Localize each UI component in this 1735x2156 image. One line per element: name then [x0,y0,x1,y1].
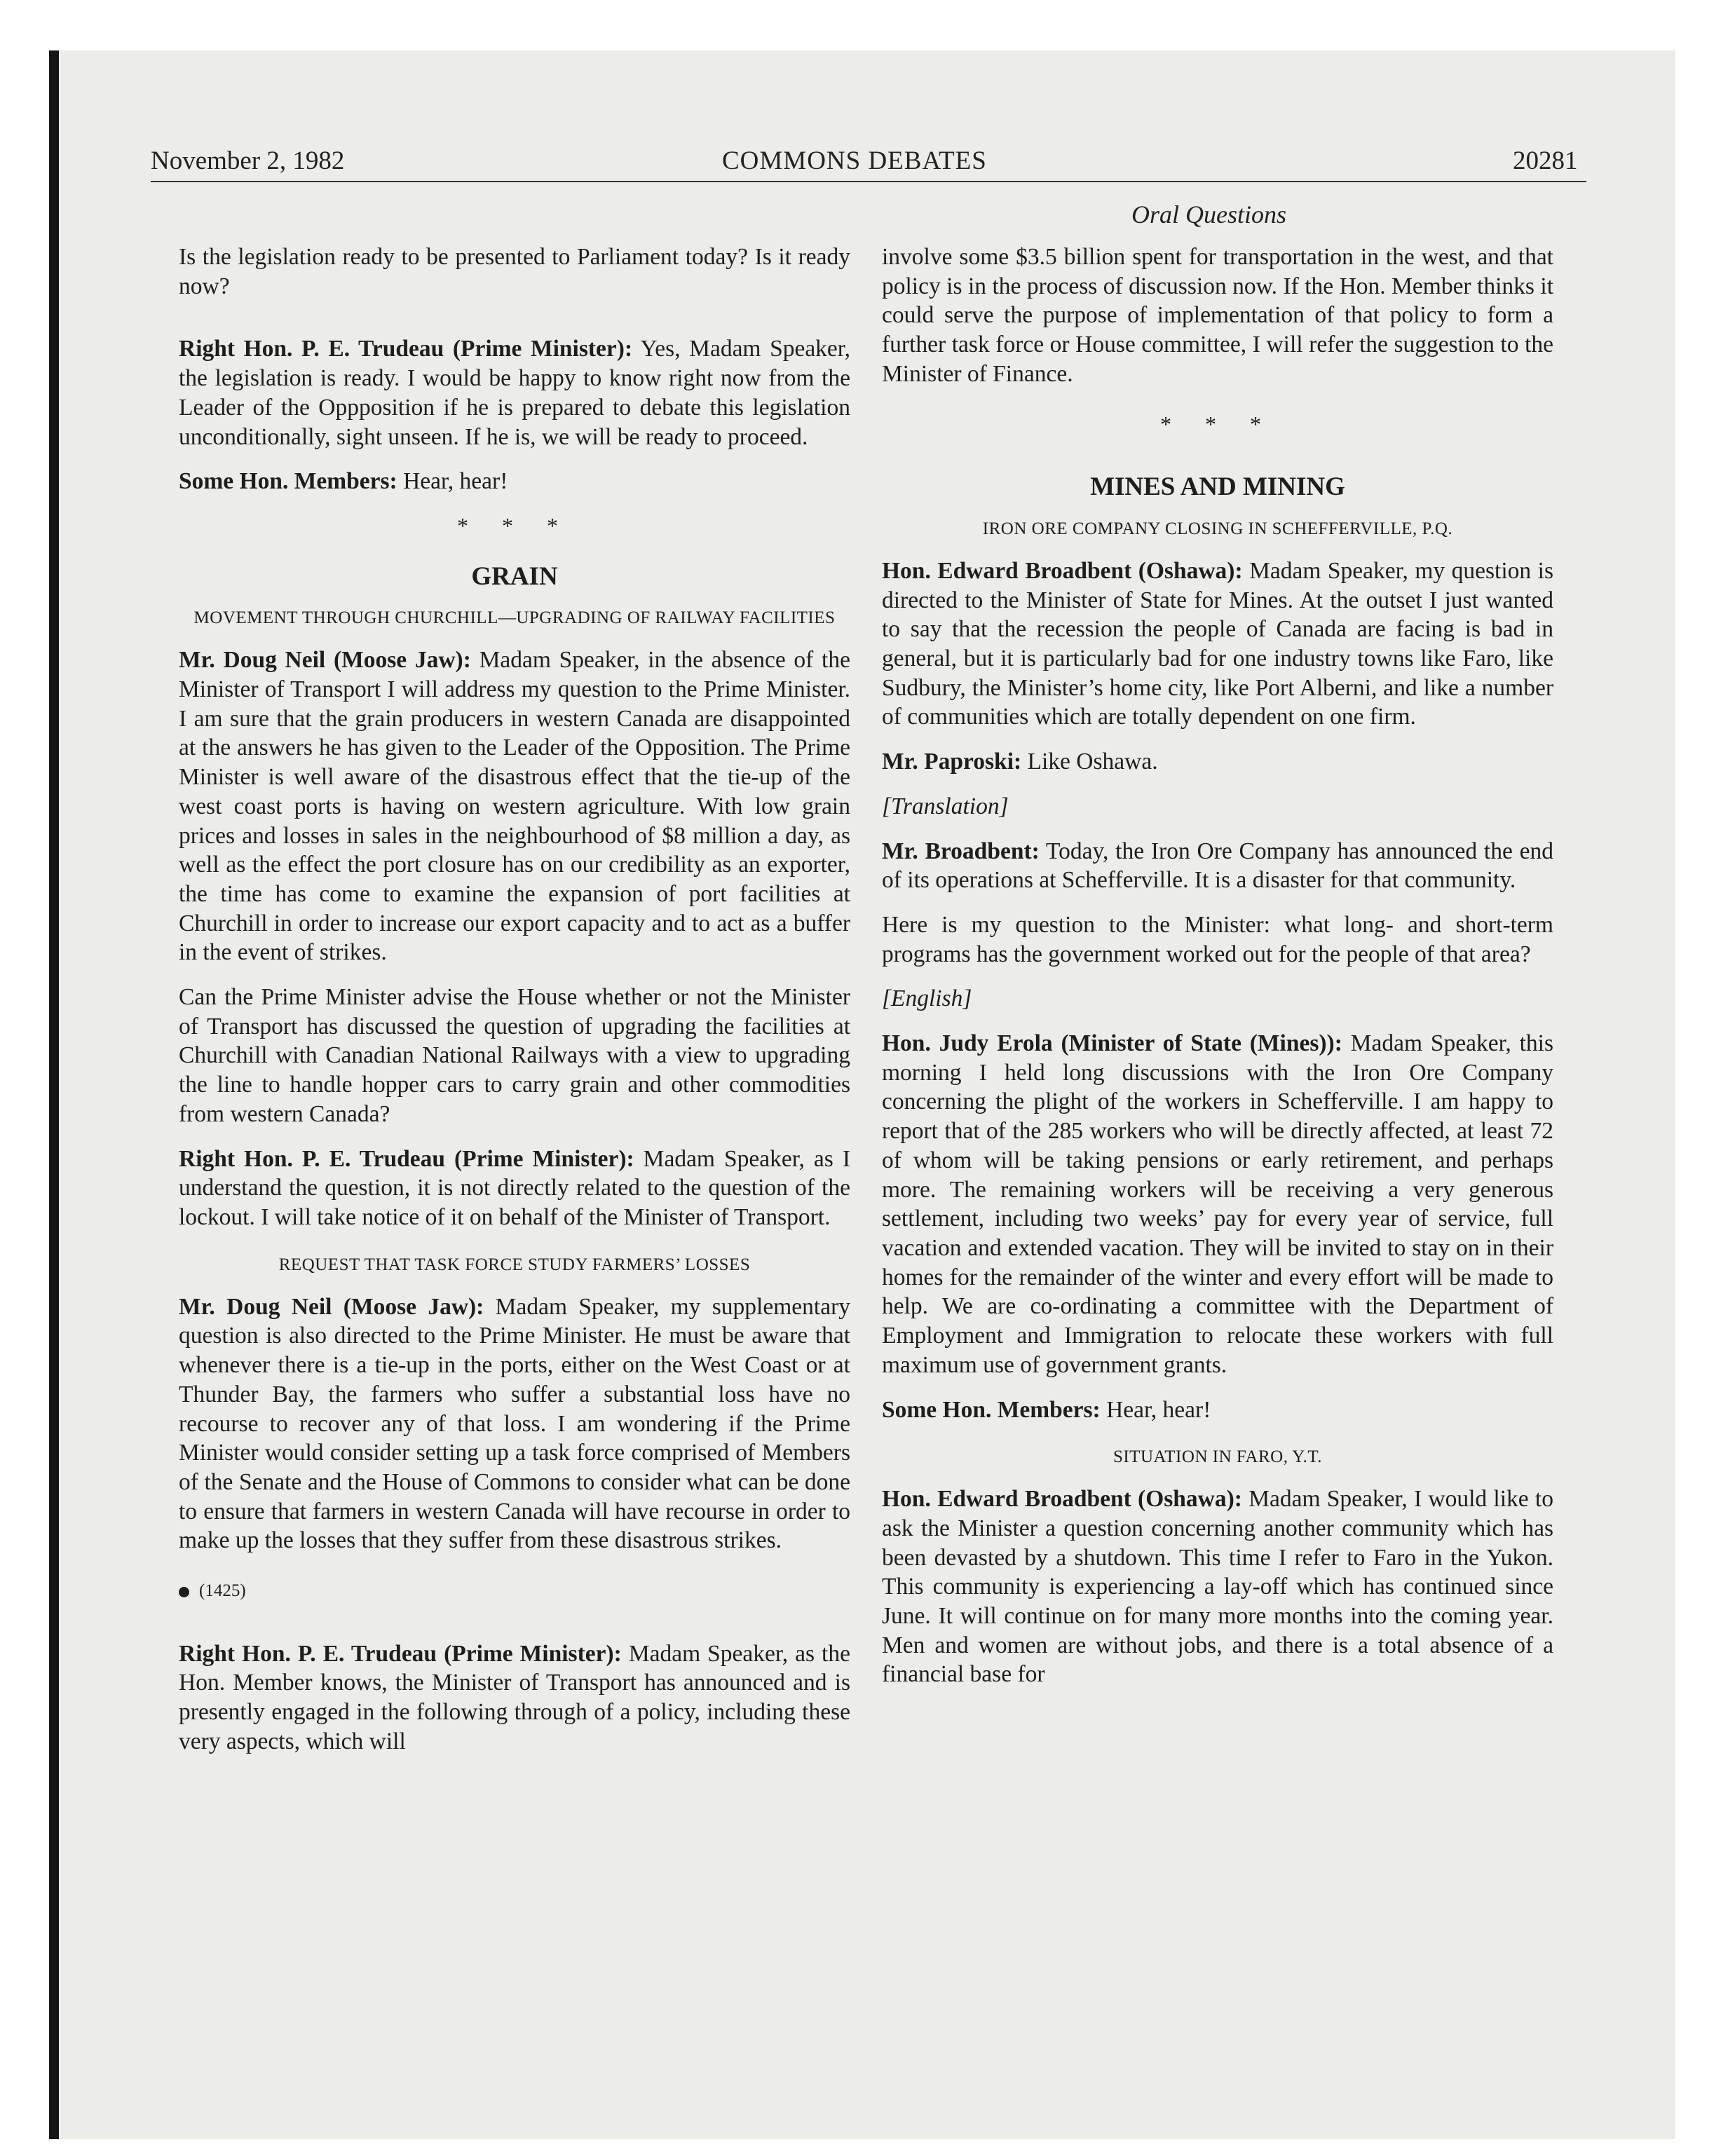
speech-paragraph [179,646,850,967]
paragraph: Here is my question to the Minister: what long- and short-term programs has the government worked out for the people of that area? [882,911,1553,967]
section-divider-stars: * * * [1160,411,1275,437]
right-column [882,243,1553,1689]
header-title: COMMONS DEBATES [722,146,987,175]
subheading: SITUATION IN FARO, Y.T. [1113,1447,1323,1467]
subheading: MOVEMENT THROUGH CHURCHILL—UPGRADING OF RAILWAY FACILITIES [193,608,836,628]
speech-paragraph [882,837,1553,895]
header-date: November 2, 1982 [151,146,345,175]
speaker-name: Mr. Paproski: [882,749,1022,775]
speaker-name: Mr. Doug Neil (Moose Jaw): [179,1293,484,1320]
speaker-name: Some Hon. Members: [882,1396,1101,1423]
speech-text: Like Oshawa. [1021,749,1158,775]
speaker-name: Right Hon. P. E. Trudeau (Prime Minister): [179,336,633,362]
speaker-name: Some Hon. Members: [179,468,397,495]
subheading: IRON ORE COMPANY CLOSING IN SCHEFFERVILLE, P.Q. [982,519,1453,538]
speech-paragraph [882,1029,1553,1379]
speech-paragraph [882,1396,1553,1425]
section-heading: MINES AND MINING [1090,472,1345,502]
speech-text: Madam Speaker, this morning I held long discussions with the Iron Ore Company concerning the plight of the workers in Schefferville. I am happy to report that of the 285 workers who will be directly affected, at least 72 of whom will be taking pensions or early retirement, and perhaps more. The remaining workers will be receiving a very generous settlement, including two weeks’ pay for every year of service, full vacation and extended vacation. They will be invited to stay on in their homes for the remainder of the winter and every effort will be made to help. We are co-ordinating a committee with the Department of Employment and Immigration to relocate these workers with full maximum use of government grants. [882,1030,1553,1378]
speech-paragraph [882,747,1553,777]
speech-text: Madam Speaker, in the absence of the Minister of Transport I will address my question to the Prime Minister. I am sure that the grain producers in western Canada are disappointed at the answers he has given to the Leader of the Opposition. The Prime Minister is well aware of the disastrous effect that the tie-up of the west coast ports is having on western agriculture. With low grain prices and losses in sales in the neighbourhood of $8 million a day, as well as the effect the port closure has on our credibility as an exporter, the time has come to examine the expansion of port facilities at Churchill in order to increase our export capacity and to act as a buffer in the event of strikes. [179,647,850,966]
speaker-name: Right Hon. P. E. Trudeau (Prime Minister): [179,1640,622,1667]
speech-text: Madam Speaker, I would like to ask the Minister a question concerning another community which has been devasted by a shutdown. This time I refer to Faro in the Yukon. This community is experiencing a lay-off which has continued since June. It will continue on for many more months into the coming year. Men and women are without jobs, and there is a total absence of a financial base for [882,1486,1553,1688]
speech-text: Yes, Madam Speaker, the legislation is ready. I would be happy to know right now from the Leader of the Oppposition if he is prepared to debate this legislation unconditionally, sight unseen. If he is, we will be ready to proceed. [179,336,850,450]
speaker-name: Hon. Judy Erola (Minister of State (Mines)): [882,1030,1342,1057]
left-column [179,243,850,1756]
speech-paragraph [179,1639,850,1756]
speaker-name: Right Hon. P. E. Trudeau (Prime Minister): [179,1145,634,1172]
speech-text: Madam Speaker, my question is directed to the Minister of State for Mines. At the outset I just wanted to say that the recession the people of Canada are facing is bad in general, but it is particularly bad for one industry towns like Faro, like Sudbury, the Minister’s home city, like Port Alberni, and like a number of communities which are totally dependent on one firm. [882,557,1553,730]
speech-paragraph [179,467,850,496]
speech-paragraph [882,557,1553,732]
time-marker-text: (1425) [199,1581,246,1601]
section-divider-stars: * * * [457,512,572,538]
language-marker: [Translation] [882,793,1009,819]
speech-paragraph [179,334,850,451]
speech-paragraph [882,1485,1553,1689]
speech-paragraph [179,1292,850,1555]
speech-paragraph [179,1145,850,1232]
subheading: REQUEST THAT TASK FORCE STUDY FARMERS’ LOSSES [278,1255,751,1274]
speaker-name: Mr. Doug Neil (Moose Jaw): [179,647,471,674]
speech-text: Hear, hear! [397,468,508,495]
speaker-name: Mr. Broadbent: [882,838,1040,864]
section-heading: GRAIN [471,561,558,591]
paragraph: Is the legislation ready to be presented to Parliament today? Is it ready now? [179,244,850,299]
paragraph: involve some $3.5 billion spent for transportation in the west, and that policy is in the process of discussion now. If the Hon. Member thinks it could serve the purpose of implementation of that policy to form a further task force or House committee, I will refer the suggestion to the Minister of Finance. [882,244,1553,387]
speech-text: Madam Speaker, as the Hon. Member knows, the Minister of Transport has announced and is presently engaged in the following through of a policy, including these very aspects, which will [179,1640,850,1754]
binding-edge [49,50,59,2139]
language-marker: [English] [882,985,972,1012]
speech-text: Today, the Iron Ore Company has announced the end of its operations at Schefferville. It is a disaster for that community. [882,838,1553,894]
speaker-name: Hon. Edward Broadbent (Oshawa): [882,557,1243,584]
speech-text: Madam Speaker, my supplementary question is also directed to the Prime Minister. He must be aware that whenever there is a tie-up in the ports, either on the West Coast or at Thunder Bay, the farmers who suffer a substantial loss have no recourse to recover any of that loss. I am wondering if the Prime Minister would consider setting up a task force comprised of Members of the Senate and the House of Commons to consider what can be done to ensure that farmers in western Canada will have recourse in order to make up the losses that they suffer from these disastrous strikes. [179,1293,850,1554]
speech-text: Madam Speaker, as I understand the question, it is not directly related to the question of the lockout. I will take notice of it on behalf of the Minister of Transport. [179,1145,850,1230]
header-page-number: 20281 [1513,146,1578,175]
running-head: Oral Questions [1131,200,1287,228]
bullet-icon [179,1587,189,1597]
speech-text: Hear, hear! [1100,1396,1211,1423]
header-rule [151,181,1586,182]
speaker-name: Hon. Edward Broadbent (Oshawa): [882,1486,1242,1513]
time-marker [179,1576,850,1606]
paragraph: Can the Prime Minister advise the House whether or not the Minister of Transport has discussed the question of upgrading the facilities at Churchill with Canadian National Railways with a view to upgrading the line to handle hopper cars to carry grain and other commodities from western Canada? [179,984,850,1127]
